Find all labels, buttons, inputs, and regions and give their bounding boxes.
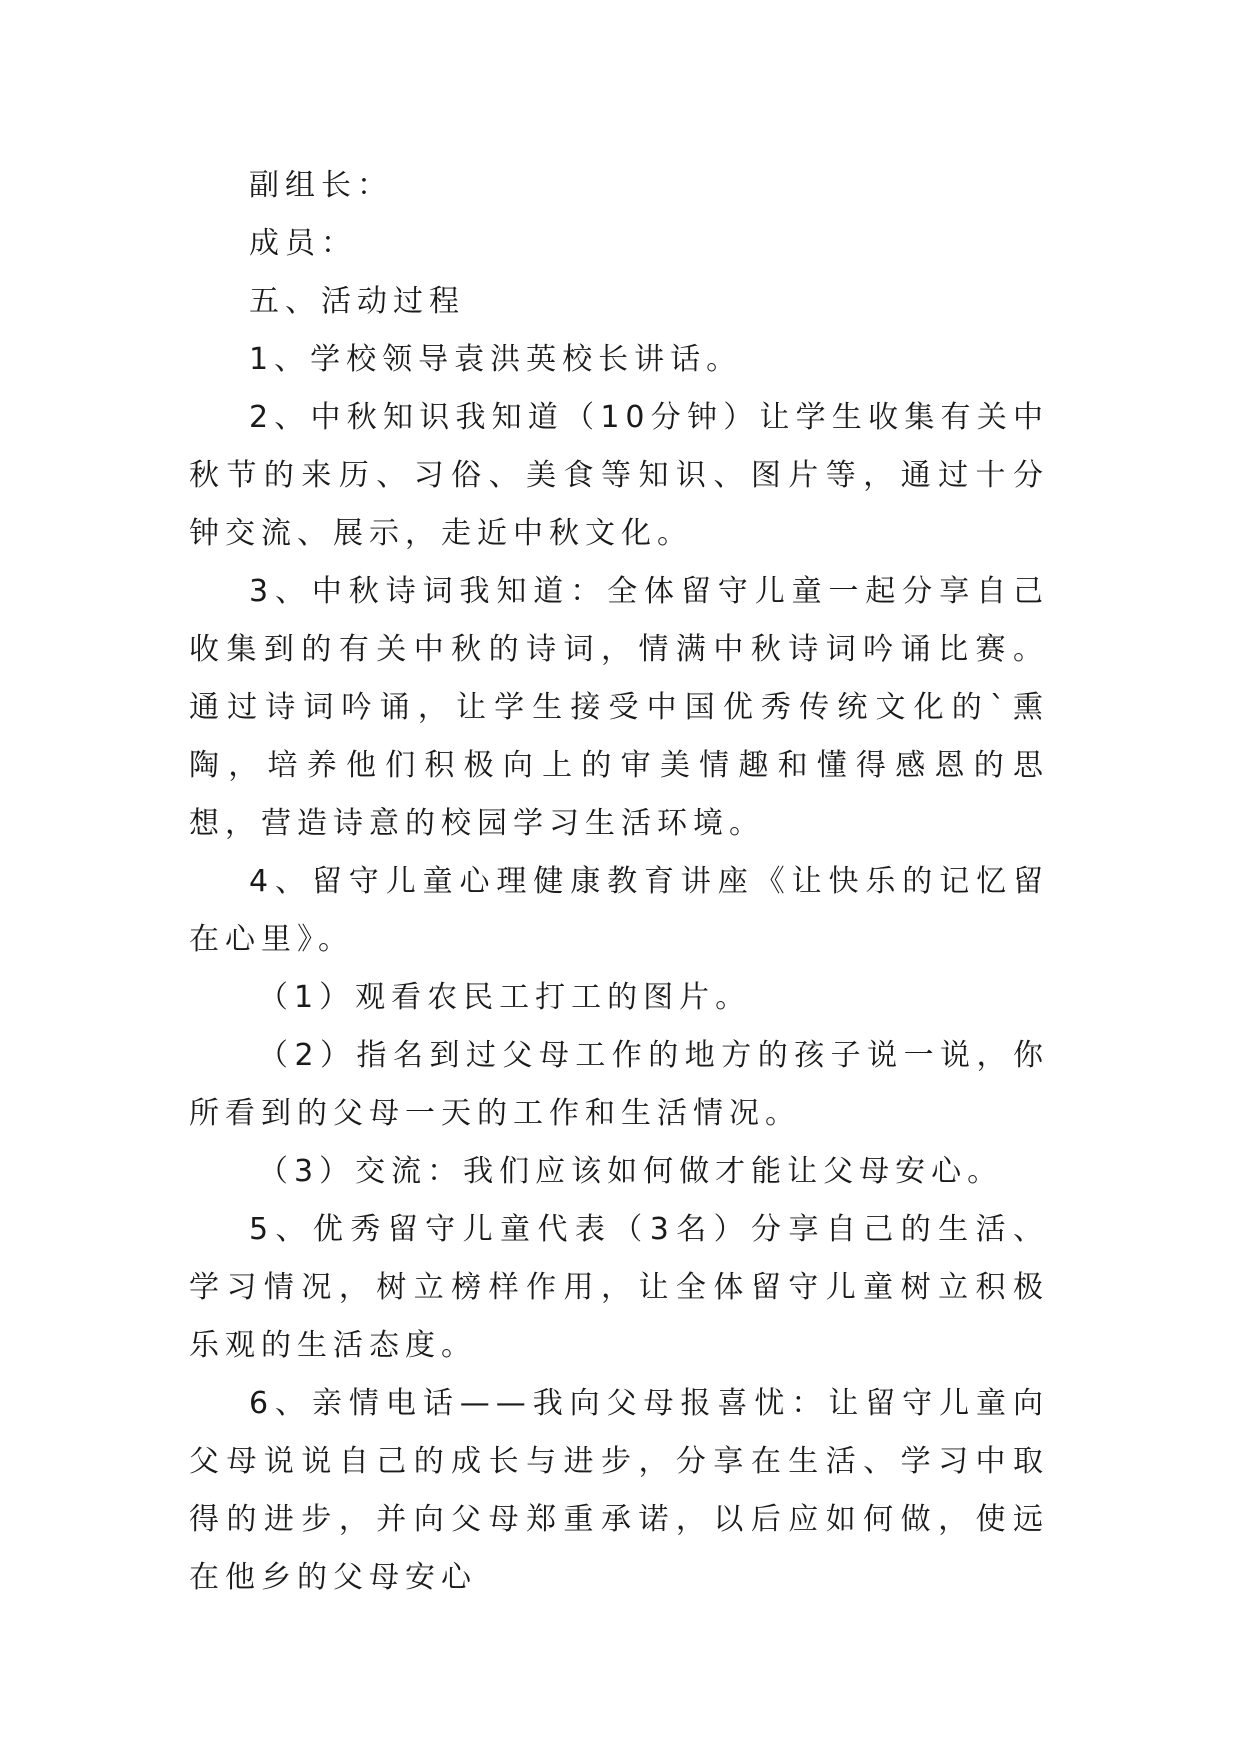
list-item-1: 1、学校领导袁洪英校长讲话。: [249, 342, 743, 377]
list-item-6: 6、亲情电话——我向父母报喜忧：让留守儿童向父母说说自己的成长与进步，分享在生活、学习中取得的进步，并向父母郑重承诺，以后应如何做，使远在他乡的父母安心: [189, 1386, 1049, 1595]
paragraph-members: 成员：: [249, 226, 357, 261]
list-item-2: 2、中秋知识我知道（10分钟）让学生收集有关中秋节的来历、习俗、美食等知识、图片等，通过十分钟交流、展示，走近中秋文化。: [189, 400, 1049, 551]
sub-item-3: （3）交流：我们应该如何做才能让父母安心。: [258, 1154, 1004, 1189]
sub-item-2: （2）指名到过父母工作的地方的孩子说一说，你所看到的父母一天的工作和生活情况。: [189, 1038, 1049, 1131]
list-item-3: 3、中秋诗词我知道：全体留守儿童一起分享自己收集到的有关中秋的诗词，情满中秋诗词吟诵比赛。通过诗词吟诵，让学生接受中国优秀传统文化的`熏陶，培养他们积极向上的审美情趣和懂得感恩的思想，营造诗意的校园学习生活环境。: [189, 574, 1049, 841]
paragraph-deputy-leader: 副组长：: [249, 168, 393, 203]
list-item-5: 5、优秀留守儿童代表（3名）分享自己的生活、学习情况，树立榜样作用，让全体留守儿童树立积极乐观的生活态度。: [189, 1212, 1049, 1363]
sub-item-1: （1）观看农民工打工的图片。: [258, 980, 752, 1015]
list-item-4: 4、留守儿童心理健康教育讲座《让快乐的记忆留在心里》。: [189, 864, 1049, 957]
section-heading-activity-process: 五、活动过程: [249, 284, 465, 319]
document-body: [189, 157, 1049, 1607]
